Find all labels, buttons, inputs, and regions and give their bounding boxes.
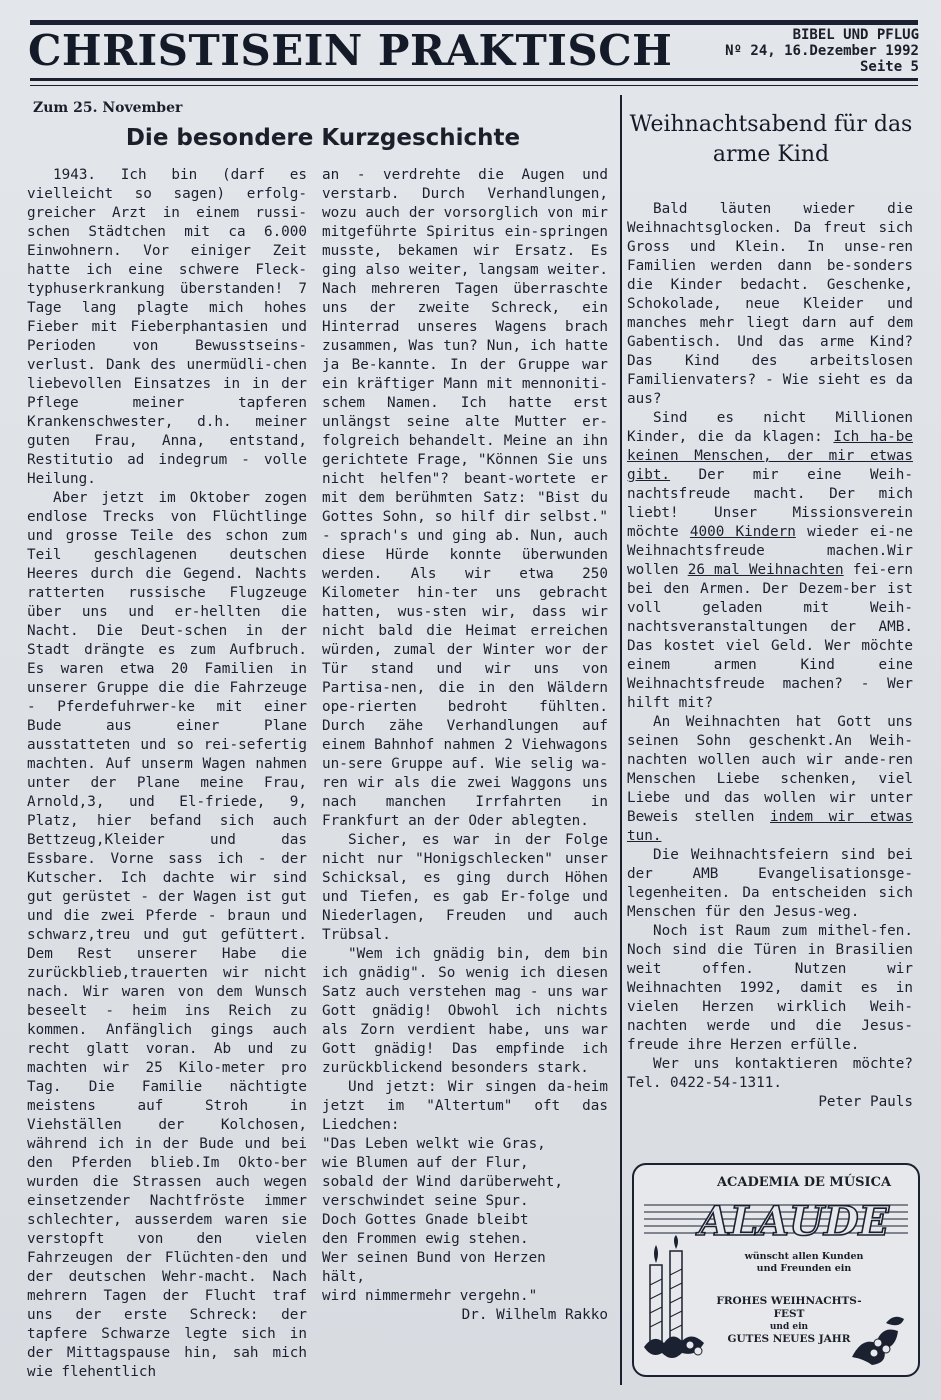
sidebar-headline — [626, 110, 916, 170]
verse-line: wie Blumen auf der Flur, — [322, 1155, 529, 1171]
logo-text: ALAUDE — [698, 1198, 890, 1243]
greeting-line: wünscht allen Kunden — [744, 1251, 864, 1262]
paragraph — [627, 409, 913, 713]
column-divider — [620, 95, 622, 1385]
ad-line: und ein — [769, 1322, 809, 1332]
verse-line: "Das Leben welkt wie Gras, — [322, 1136, 546, 1152]
verse-line: den Frommen ewig stehen. — [322, 1231, 529, 1247]
underlined-text: indem wir etwas tun. — [627, 809, 913, 844]
underlined-text: 26 mal Weihnachten — [687, 562, 844, 578]
music-academy-ad — [632, 1163, 920, 1377]
masthead-info — [725, 27, 919, 75]
author-signature: Peter Pauls — [818, 1094, 913, 1110]
paragraph — [627, 713, 913, 846]
article-headline: Die besondere Kurzgeschichte — [125, 125, 521, 151]
masthead-top-rule — [30, 20, 918, 25]
sidebar-headline-line: arme Kind — [712, 142, 830, 167]
ad-line: GUTES NEUES JAHR — [727, 1333, 851, 1345]
text-run: Der mir eine Weih-nachtsfreude macht. Der mich liebt! Unser Missionsverein möchte — [627, 467, 913, 540]
paragraph: 1943. Ich bin (darf es vielleicht so sagen) erfolg-greicher Arzt in einem russi-schen Städtchen mit ca 6.000 Einwohnern. Vor einiger Zeit hatte ich eine schwere Fleck-typhuserkrankung überstanden! 7 Tage lang plagte mich hohes Fieber mit Fieberphantasien und Perioden von Bewusstseins-verlust. Dank des unermüdli-chen liebevollen Einsatzes in in der Pflege meiner tapferen Krankenschwester, d.h. meiner guten Frau, Anna, entstand, Restitutio ad indegrum - volle Heilung. — [27, 167, 307, 487]
verse-line: verschwindet seine Spur. — [322, 1193, 529, 1209]
author-signature: Dr. Wilhelm Rakko — [461, 1307, 608, 1323]
article-column-1 — [27, 166, 307, 1382]
text-run: An Weihnachten hat Gott uns seinen Sohn geschenkt.An Weih-nachten wollen auch wir ande-ren Menschen Liebe schenken, viel Liebe und das wollen wir unter Beweis stellen — [627, 714, 913, 825]
ad-greeting — [694, 1251, 914, 1275]
text-run: Sind es nicht Millionen Kinder, die da klagen: — [627, 410, 913, 445]
paragraph: Noch ist Raum zum mithel-fen. Noch sind die Türen in Brasilien weit offen. Nutzen wir Weihnachten 1992, damit es in vielen Herzen wirklich Weih-nachten werde und die Jesus-freude ihre Herzen erfülle. — [627, 923, 913, 1053]
holly-icon — [846, 1313, 914, 1369]
ad-line: FEST — [773, 1308, 805, 1320]
paragraph: Und jetzt: Wir singen da-heim jetzt im "Altertum" oft das Liedchen: — [322, 1079, 608, 1133]
masthead-bottom-rule — [30, 78, 918, 81]
ad-academy-name: ACADEMIA DE MÚSICA — [716, 1175, 892, 1190]
poem-verse — [322, 1135, 608, 1306]
text-run: fei-ern bei den Armen. Der Dezem-ber ist voll geladen mit Weih-nachtsveranstaltungen der AMB. Das kostet viel Geld. Wer möchte einem armen Kind eine Weihnachtsfreude machen? - Wer hilft mit? — [627, 562, 913, 711]
sidebar-column — [627, 200, 913, 1112]
paragraph: an - verdrehte die Augen und verstarb. Durch Verhandlungen, wozu auch der vorsorglich von mir mitgeführte Spiritus ein-springen musste, bekamen wir Ersatz. Es ging also weiter, langsam weiter. Nach mehreren Tagen überraschte uns der zweite Schreck, ein Hinterrad unseres Wagens brach zusammen, Was tun? Nun, ich hatte ja Be-kannte. In der Gruppe war ein kräftiger Mann mit mennoniti-schem Namen. Ich hatte erst unlängst seine alte Mutter er-folgreich behandelt. Meine an ihn gerichtete Frage, "Können Sie uns nicht helfen"? beant-wortete er mit dem berühmten Satz: "Bist du Gottes Sohn, so hilf dir selbst." - sprach's und ging ab. Nun, auch diese Hürde konnte überwunden werden. Als wir etwa 250 Kilometer hin-ter uns gebracht hatten, wus-sten wir, dass wir nicht bald die Heimat erreichen würden, zumal der Winter wor der Tür stand und wir uns von Partisa-nen, die in den Wäldern ope-rierten bedroht fühlten. Durch zähe Verhandlungen auf einem Bahnhof nahmen 2 Viehwagons un-sere Gruppe auf. Wie selig wa-ren wir als die zwei Waggons uns nach manchen Irrfahrten in Frankfurt an der Oder ablegten. — [322, 167, 608, 829]
paragraph: Wer uns kontaktieren möchte? Tel. 0422-54-1311. — [627, 1056, 913, 1091]
underlined-text: 4000 Kindern — [689, 524, 796, 540]
verse-line: wird nimmermehr vergehn." — [322, 1288, 538, 1304]
paragraph: "Wem ich gnädig bin, dem bin ich gnädig". So wenig ich diesen Satz auch verstehen mag - uns war Gott gnädig! Obwohl ich nichts als Zorn verdient habe, uns war Gott gnädig! Das empfinde ich zurückblickend besonders stark. — [322, 946, 608, 1076]
paragraph: Aber jetzt im Oktober zogen endlose Trecks von Flüchtlinge und grosse Teile des schon zum Teil geschlagenen deutschen Heeres durch die Gegend. Nachts ratterten russische Flugzeuge über uns und er-hellten die Nacht. Die Deut-schen in der Stadt drängte es zum Aufbruch. Es waren etwa 20 Familien in unserer Gruppe die die Fahrzeuge - Pferdefuhrwer-ke mit einer Bude aus einer Plane ausstatteten und so rei-sefertig machten. Auf unserm Wagen nahmen unter der Plane meine Frau, Arnold,3, und El-friede, 9, Platz, hier befand sich auch Bettzeug,Kleider und das Essbare. Vorne sass ich - der Kutscher. Ich dachte wir sind gut gerüstet - der Wagen ist gut und die zwei Pferde - braun und schwarz,treu und gut gefüttert. Dem Rest unserer Habe die zurückblieb,trauerten wir nicht nach. Wir waren von dem Wunsch beseelt - heim ins Reich zu kommen. Anfänglich gings auch recht glatt voran. Ab und zu machten wir 25 Kilo-meter pro Tag. Die Familie nächtigte meistens auf Stroh in Viehställen der Kolchosen, während ich in der Bude und bei den Pferden blieb.Im Okto-ber wurden die Strassen auch wegen einsetzender Nachtfröste immer schlechter, ausserdem waren sie verstopft von den vielen Fahrzeugen der Flüchten-den und der deutschen Wehr-macht. Nach mehrern Tagen der Flucht traf uns der erste Schreck: der tapfere Schwarze legte sich in der Mittagspause hin, sah mich wie flehentlich — [27, 490, 307, 1380]
verse-line: sobald der Wind darüberweht, — [322, 1174, 564, 1190]
publisher-name: BIBEL UND PFLUG — [792, 27, 919, 43]
sidebar-headline-line: Weihnachtsabend für das — [629, 112, 913, 137]
issue-date: Nº 24, 16.Dezember 1992 — [725, 43, 919, 59]
greeting-line: und Freunden ein — [756, 1263, 852, 1274]
paragraph: Bald läuten wieder die Weihnachtsglocken. Da freut sich Gross und Klein. In unse-ren Familien werden dann be-sonders die Kinder bedacht. Geschenke, Schokolade, neue Kleider und manches mehr liegt darn auf dem Gabentisch. Und das arme Kind? Das Kind des arbeitslosen Familienvaters? - Wie sieht es da aus? — [627, 201, 913, 407]
paragraph: Die Weihnachtsfeiern sind bei der AMB Evangelisationsge-legenheiten. Da entscheiden sich Menschen für den Jesus-weg. — [627, 847, 913, 920]
paragraph: Sicher, es war in der Folge nicht nur "Honigschlecken" unser Schicksal, es ging durch Höhen und Tiefen, es gab Er-folge und Niederlagen, Freuden und auch Trübsal. — [322, 832, 608, 943]
article-column-2 — [322, 166, 608, 1325]
page-number: Seite 5 — [859, 59, 919, 75]
candles-icon — [642, 1235, 722, 1365]
ad-line: FROHES WEIHNACHTS- — [716, 1295, 862, 1307]
article-kicker: Zum 25. November — [33, 100, 183, 116]
verse-line: Wer seinen Bund von Herzen — [322, 1250, 546, 1266]
text-run: wieder ei-ne Weihnachtsfreude machen.Wir wollen — [627, 524, 913, 578]
masthead-bottom-rule-thin — [30, 85, 918, 86]
underlined-text: Ich ha-be keinen Menschen, der mir etwas gibt. — [627, 429, 913, 483]
verse-line: Doch Gottes Gnade bleibt — [322, 1212, 529, 1228]
masthead-title: CHRISTISEIN PRAKTISCH — [28, 26, 673, 75]
verse-line: hält, — [322, 1269, 366, 1285]
